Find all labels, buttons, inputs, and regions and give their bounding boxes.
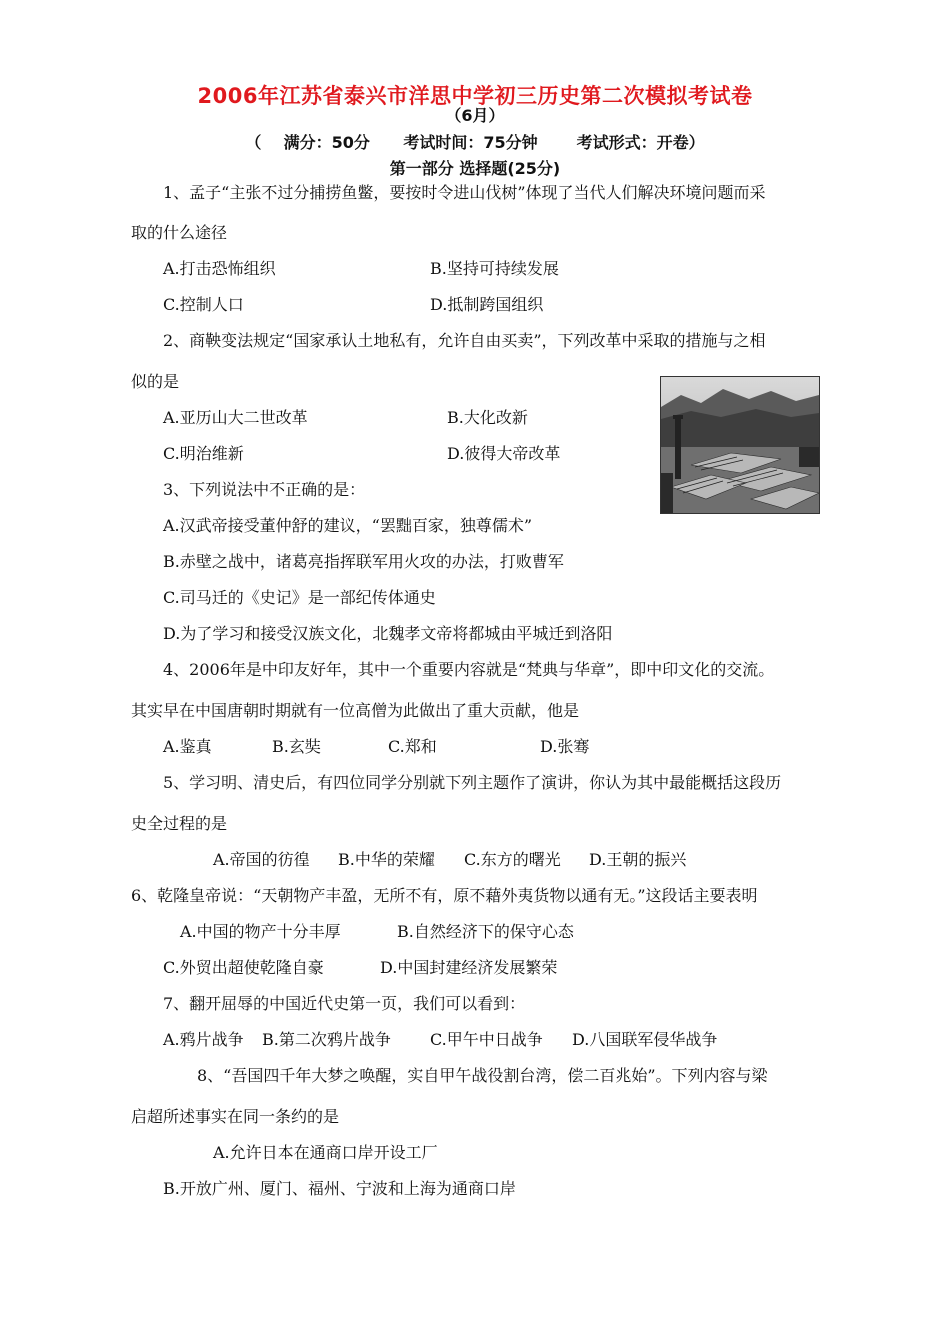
q6-option-c: C.外贸出超使乾隆自豪 (163, 958, 324, 977)
q2-stem-line2: 似的是 (131, 372, 180, 391)
q4-option-a: A.鉴真 (163, 737, 212, 756)
q5-option-d: D.王朝的振兴 (589, 850, 687, 869)
city-photo-icon (661, 377, 819, 513)
q4-stem-line2: 其实早在中国唐朝时期就有一位高僧为此做出了重大贡献，他是 (131, 701, 580, 720)
q8-option-b: B.开放广州、厦门、福州、宁波和上海为通商口岸 (163, 1179, 516, 1198)
q4-stem-line1: 4、2006年是中印友好年，其中一个重要内容就是“梵典与华章”，即中印文化的交流。 (163, 660, 775, 679)
q2-option-b: B.大化改新 (447, 408, 528, 427)
q6-option-d: D.中国封建经济发展繁荣 (380, 958, 558, 977)
q3-option-b: B.赤壁之战中，诸葛亮指挥联军用火攻的办法，打败曹军 (163, 552, 564, 571)
q7-option-a: A.鸦片战争 (163, 1030, 244, 1049)
q2-option-c: C.明治维新 (163, 444, 244, 463)
q8-stem-line1: 8、“吾国四千年大梦之唤醒，实自甲午战役割台湾，偿二百兆始”。下列内容与梁 (197, 1066, 768, 1085)
q7-option-b: B.第二次鸦片战争 (262, 1030, 391, 1049)
q2-option-a: A.亚历山大二世改革 (163, 408, 308, 427)
q1-option-b: B.坚持可持续发展 (430, 259, 559, 278)
exam-month: （6月） (445, 106, 505, 125)
q4-option-d: D.张骞 (540, 737, 590, 756)
q3-stem: 3、下列说法中不正确的是： (163, 480, 366, 499)
q1-stem-line2: 取的什么途径 (131, 223, 228, 242)
q7-option-c: C.甲午中日战争 (430, 1030, 543, 1049)
exam-title: 2006年江苏省泰兴市洋思中学初三历史第二次模拟考试卷 (197, 84, 753, 108)
historical-photo (660, 376, 820, 514)
q1-option-c: C.控制人口 (163, 295, 244, 314)
q5-option-c: C.东方的曙光 (464, 850, 561, 869)
q8-stem-line2: 启超所述事实在同一条约的是 (131, 1107, 340, 1126)
q5-stem-line1: 5、学习明、清史后，有四位同学分别就下列主题作了演讲，你认为其中最能概括这段历 (163, 773, 782, 792)
q1-stem-line1: 1、孟子“主张不过分捕捞鱼鳖，要按时令进山伐树”体现了当代人们解决环境问题而采 (163, 183, 766, 202)
q7-option-d: D.八国联军侵华战争 (572, 1030, 718, 1049)
q6-option-a: A.中国的物产十分丰厚 (180, 922, 341, 941)
q7-stem: 7、翻开屈辱的中国近代史第一页，我们可以看到： (163, 994, 526, 1013)
q5-stem-line2: 史全过程的是 (131, 814, 228, 833)
section-title: 第一部分 选择题(25分) (389, 159, 561, 178)
q1-option-d: D.抵制跨国组织 (430, 295, 544, 314)
q8-option-a: A.允许日本在通商口岸开设工厂 (213, 1143, 438, 1162)
q6-stem: 6、乾隆皇帝说：“天朝物产丰盈，无所不有，原不藉外夷货物以通有无。”这段话主要表明 (131, 886, 758, 905)
q3-option-d: D.为了学习和接受汉族文化，北魏孝文帝将都城由平城迁到洛阳 (163, 624, 613, 643)
q3-option-c: C.司马迁的《史记》是一部纪传体通史 (163, 588, 436, 607)
q2-option-d: D.彼得大帝改革 (447, 444, 561, 463)
q5-option-a: A.帝国的彷徨 (213, 850, 310, 869)
q4-option-b: B.玄奘 (272, 737, 321, 756)
q1-option-a: A.打击恐怖组织 (163, 259, 276, 278)
q3-option-a: A.汉武帝接受董仲舒的建议，“罢黜百家，独尊儒术” (163, 516, 533, 535)
exam-info: （ 满分：50分 考试时间：75分钟 考试形式：开卷） (245, 133, 705, 152)
q5-option-b: B.中华的荣耀 (338, 850, 435, 869)
q2-stem-line1: 2、商鞅变法规定“国家承认土地私有，允许自由买卖”，下列改革中采取的措施与之相 (163, 331, 766, 350)
q6-option-b: B.自然经济下的保守心态 (397, 922, 574, 941)
q4-option-c: C.郑和 (388, 737, 437, 756)
